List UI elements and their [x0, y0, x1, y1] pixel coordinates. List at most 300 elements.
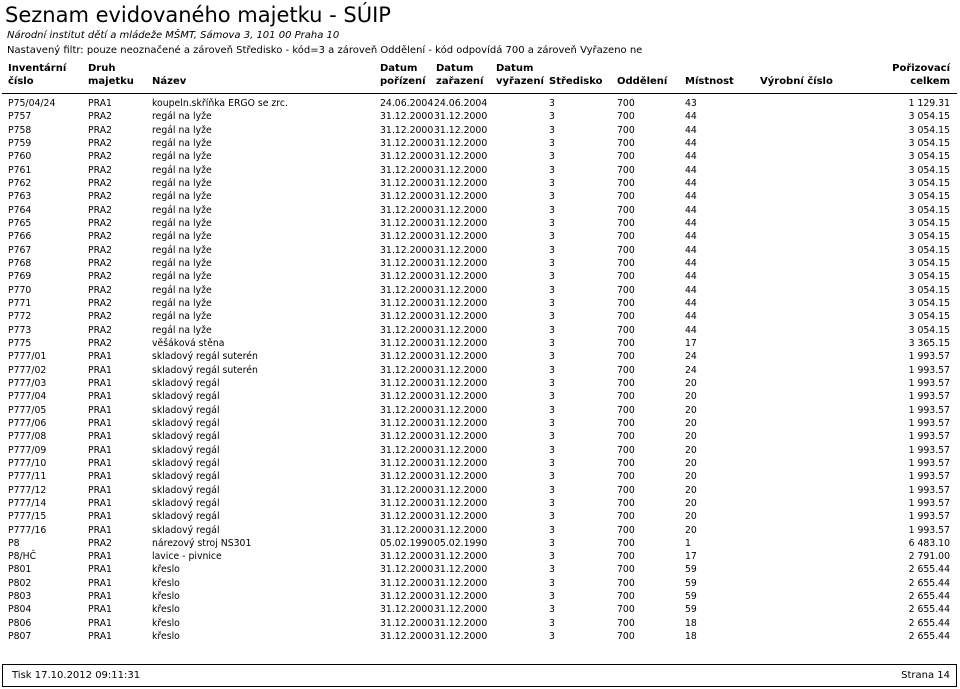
header-majetku: majetku	[88, 76, 134, 87]
cell-inclusion-date: 31.12.2000	[434, 444, 488, 456]
cell-acquisition-price: 3 054.15	[908, 204, 950, 216]
cell-asset-name: skladový regál suterén	[152, 351, 258, 363]
cell-acquisition-date: 31.12.2000	[380, 497, 434, 509]
table-row	[0, 430, 960, 443]
cell-acquisition-price: 3 054.15	[908, 324, 950, 336]
cell-acquisition-date: 31.12.2000	[380, 431, 434, 443]
table-row	[0, 230, 960, 243]
cell-asset-type: PRA2	[88, 217, 112, 229]
cell-acquisition-date: 31.12.2000	[380, 124, 434, 136]
cell-inclusion-date: 31.12.2000	[434, 284, 488, 296]
cell-department: 700	[617, 631, 635, 643]
cell-acquisition-price: 3 054.15	[908, 111, 950, 123]
cell-inclusion-date: 31.12.2000	[434, 404, 488, 416]
cell-acquisition-price: 3 054.15	[908, 217, 950, 229]
cell-asset-name: regál na lyže	[152, 137, 212, 149]
cell-cost-center: 3	[549, 284, 555, 296]
cell-asset-type: PRA2	[88, 137, 112, 149]
cell-cost-center: 3	[549, 98, 555, 109]
cell-cost-center: 3	[549, 124, 555, 136]
cell-asset-type: PRA1	[88, 457, 112, 469]
cell-acquisition-price: 1 993.57	[908, 431, 950, 443]
table-row	[0, 444, 960, 457]
cell-room: 59	[685, 591, 697, 603]
cell-department: 700	[617, 404, 635, 416]
cell-inventory-number: P773	[8, 324, 32, 336]
header-stredisko: Středisko	[549, 76, 603, 87]
cell-acquisition-date: 31.12.2000	[380, 271, 434, 283]
cell-room: 44	[685, 137, 697, 149]
cell-inventory-number: P764	[8, 204, 32, 216]
cell-inclusion-date: 05.02.1990	[434, 537, 488, 549]
cell-inventory-number: P777/08	[8, 431, 47, 443]
cell-asset-type: PRA1	[88, 631, 112, 643]
cell-asset-type: PRA2	[88, 191, 112, 203]
cell-acquisition-price: 3 054.15	[908, 257, 950, 269]
cell-asset-type: PRA2	[88, 231, 112, 243]
cell-asset-type: PRA2	[88, 271, 112, 283]
cell-acquisition-price: 1 993.57	[908, 404, 950, 416]
cell-asset-name: regál na lyže	[152, 231, 212, 243]
cell-acquisition-price: 1 993.57	[908, 497, 950, 509]
cell-inclusion-date: 31.12.2000	[434, 577, 488, 589]
cell-inventory-number: P761	[8, 164, 32, 176]
cell-inventory-number: P777/03	[8, 377, 47, 389]
cell-acquisition-date: 31.12.2000	[380, 284, 434, 296]
table-row	[0, 297, 960, 310]
cell-room: 20	[685, 391, 697, 403]
cell-inventory-number: P766	[8, 231, 32, 243]
cell-acquisition-date: 31.12.2000	[380, 444, 434, 456]
cell-room: 44	[685, 217, 697, 229]
table-row	[0, 284, 960, 297]
cell-room: 18	[685, 631, 697, 643]
cell-room: 20	[685, 497, 697, 509]
cell-department: 700	[617, 391, 635, 403]
cell-cost-center: 3	[549, 204, 555, 216]
table-row	[0, 204, 960, 217]
cell-department: 700	[617, 231, 635, 243]
cell-asset-name: křeslo	[152, 631, 180, 643]
cell-asset-type: PRA1	[88, 404, 112, 416]
cell-asset-type: PRA1	[88, 431, 112, 443]
cell-inventory-number: P777/04	[8, 391, 47, 403]
cell-inventory-number: P8/HČ	[8, 551, 37, 563]
cell-asset-type: PRA2	[88, 124, 112, 136]
table-row	[0, 524, 960, 537]
cell-room: 44	[685, 204, 697, 216]
table-row	[0, 550, 960, 563]
cell-acquisition-date: 31.12.2000	[380, 204, 434, 216]
table-row	[0, 97, 960, 110]
cell-acquisition-date: 31.12.2000	[380, 111, 434, 123]
cell-asset-type: PRA1	[88, 364, 112, 376]
cell-room: 17	[685, 337, 697, 349]
cell-asset-name: regál na lyže	[152, 111, 212, 123]
cell-inventory-number: P777/05	[8, 404, 47, 416]
cell-asset-name: křeslo	[152, 604, 180, 616]
cell-inclusion-date: 31.12.2000	[434, 151, 488, 163]
cell-inventory-number: P777/15	[8, 511, 47, 523]
table-row	[0, 590, 960, 603]
cell-cost-center: 3	[549, 431, 555, 443]
cell-acquisition-date: 31.12.2000	[380, 177, 434, 189]
header-divider	[2, 93, 957, 94]
cell-room: 1	[685, 537, 691, 549]
header-datum-zarazeni-2: zařazení	[436, 76, 484, 87]
cell-room: 59	[685, 577, 697, 589]
cell-cost-center: 3	[549, 631, 555, 643]
cell-asset-name: regál na lyže	[152, 151, 212, 163]
cell-acquisition-date: 31.12.2000	[380, 137, 434, 149]
cell-department: 700	[617, 377, 635, 389]
cell-acquisition-date: 31.12.2000	[380, 417, 434, 429]
cell-inclusion-date: 31.12.2000	[434, 244, 488, 256]
cell-inclusion-date: 31.12.2000	[434, 417, 488, 429]
cell-cost-center: 3	[549, 457, 555, 469]
cell-inventory-number: P777/02	[8, 364, 47, 376]
cell-department: 700	[617, 177, 635, 189]
table-row	[0, 350, 960, 363]
cell-cost-center: 3	[549, 551, 555, 563]
cell-asset-type: PRA1	[88, 417, 112, 429]
cell-room: 59	[685, 564, 697, 576]
cell-inclusion-date: 31.12.2000	[434, 391, 488, 403]
table-row	[0, 537, 960, 550]
table-row	[0, 577, 960, 590]
cell-room: 44	[685, 231, 697, 243]
cell-inclusion-date: 31.12.2000	[434, 351, 488, 363]
cell-cost-center: 3	[549, 137, 555, 149]
cell-department: 700	[617, 604, 635, 616]
cell-asset-name: skladový regál	[152, 377, 220, 389]
cell-acquisition-date: 31.12.2000	[380, 471, 434, 483]
cell-room: 44	[685, 177, 697, 189]
cell-inventory-number: P777/06	[8, 417, 47, 429]
cell-department: 700	[617, 484, 635, 496]
cell-acquisition-date: 31.12.2000	[380, 564, 434, 576]
cell-acquisition-price: 2 655.44	[908, 577, 950, 589]
header-vyrobni-cislo: Výrobní číslo	[760, 76, 833, 87]
cell-inclusion-date: 31.12.2000	[434, 337, 488, 349]
cell-department: 700	[617, 617, 635, 629]
cell-department: 700	[617, 191, 635, 203]
cell-acquisition-date: 31.12.2000	[380, 351, 434, 363]
cell-cost-center: 3	[549, 191, 555, 203]
cell-department: 700	[617, 551, 635, 563]
cell-asset-type: PRA1	[88, 471, 112, 483]
cell-room: 44	[685, 151, 697, 163]
table-row	[0, 110, 960, 123]
cell-department: 700	[617, 497, 635, 509]
cell-room: 20	[685, 404, 697, 416]
cell-asset-type: PRA1	[88, 564, 112, 576]
cell-inclusion-date: 31.12.2000	[434, 271, 488, 283]
cell-department: 700	[617, 564, 635, 576]
cell-department: 700	[617, 511, 635, 523]
cell-acquisition-price: 1 993.57	[908, 511, 950, 523]
cell-department: 700	[617, 537, 635, 549]
cell-acquisition-price: 1 993.57	[908, 471, 950, 483]
cell-inventory-number: P771	[8, 297, 32, 309]
cell-asset-type: PRA1	[88, 524, 112, 536]
header-datum-porizeni-1: Datum	[380, 63, 418, 74]
cell-asset-type: PRA1	[88, 511, 112, 523]
cell-cost-center: 3	[549, 537, 555, 549]
cell-room: 44	[685, 284, 697, 296]
cell-cost-center: 3	[549, 617, 555, 629]
cell-acquisition-price: 1 993.57	[908, 457, 950, 469]
cell-inventory-number: P777/09	[8, 444, 47, 456]
cell-inventory-number: P769	[8, 271, 32, 283]
cell-cost-center: 3	[549, 484, 555, 496]
cell-inventory-number: P807	[8, 631, 32, 643]
table-row	[0, 337, 960, 350]
cell-inventory-number: P762	[8, 177, 32, 189]
cell-asset-name: koupeln.skříňka ERGO se zrc.	[152, 98, 288, 109]
cell-acquisition-price: 1 993.57	[908, 391, 950, 403]
cell-room: 44	[685, 164, 697, 176]
cell-room: 44	[685, 311, 697, 323]
cell-asset-name: regál na lyže	[152, 297, 212, 309]
table-row	[0, 457, 960, 470]
header-datum-porizeni-2: pořízení	[380, 76, 426, 87]
cell-room: 44	[685, 257, 697, 269]
page-number: Strana 14	[901, 670, 950, 681]
table-row	[0, 137, 960, 150]
cell-inclusion-date: 31.12.2000	[434, 217, 488, 229]
table-row	[0, 484, 960, 497]
cell-cost-center: 3	[549, 351, 555, 363]
cell-inclusion-date: 31.12.2000	[434, 364, 488, 376]
cell-cost-center: 3	[549, 591, 555, 603]
cell-cost-center: 3	[549, 257, 555, 269]
cell-acquisition-price: 3 054.15	[908, 151, 950, 163]
cell-department: 700	[617, 111, 635, 123]
cell-cost-center: 3	[549, 111, 555, 123]
cell-acquisition-price: 2 791.00	[908, 551, 950, 563]
page-footer	[2, 664, 957, 687]
table-row	[0, 150, 960, 163]
cell-acquisition-date: 31.12.2000	[380, 631, 434, 643]
cell-asset-name: skladový regál	[152, 484, 220, 496]
cell-cost-center: 3	[549, 177, 555, 189]
cell-asset-type: PRA1	[88, 484, 112, 496]
cell-inclusion-date: 31.12.2000	[434, 311, 488, 323]
cell-acquisition-price: 3 054.15	[908, 311, 950, 323]
cell-acquisition-date: 31.12.2000	[380, 311, 434, 323]
cell-acquisition-date: 31.12.2000	[380, 617, 434, 629]
cell-department: 700	[617, 417, 635, 429]
cell-inventory-number: P759	[8, 137, 32, 149]
cell-asset-type: PRA1	[88, 391, 112, 403]
cell-asset-type: PRA1	[88, 377, 112, 389]
cell-acquisition-price: 2 655.44	[908, 631, 950, 643]
cell-acquisition-price: 1 993.57	[908, 444, 950, 456]
cell-acquisition-price: 2 655.44	[908, 564, 950, 576]
cell-department: 700	[617, 577, 635, 589]
cell-cost-center: 3	[549, 244, 555, 256]
cell-asset-type: PRA2	[88, 311, 112, 323]
cell-inventory-number: P758	[8, 124, 32, 136]
table-row	[0, 603, 960, 616]
cell-inventory-number: P763	[8, 191, 32, 203]
cell-room: 20	[685, 417, 697, 429]
cell-room: 44	[685, 191, 697, 203]
cell-acquisition-price: 3 054.15	[908, 124, 950, 136]
cell-asset-name: regál na lyže	[152, 284, 212, 296]
cell-acquisition-price: 1 993.57	[908, 351, 950, 363]
cell-acquisition-date: 31.12.2000	[380, 551, 434, 563]
table-row	[0, 324, 960, 337]
cell-cost-center: 3	[549, 311, 555, 323]
cell-inventory-number: P777/16	[8, 524, 47, 536]
cell-room: 44	[685, 124, 697, 136]
table-row	[0, 177, 960, 190]
cell-acquisition-price: 3 054.15	[908, 191, 950, 203]
cell-acquisition-price: 3 054.15	[908, 244, 950, 256]
cell-acquisition-date: 24.06.2004	[380, 98, 434, 109]
cell-inventory-number: P757	[8, 111, 32, 123]
cell-acquisition-date: 31.12.2000	[380, 484, 434, 496]
cell-department: 700	[617, 257, 635, 269]
cell-cost-center: 3	[549, 604, 555, 616]
cell-asset-name: regál na lyže	[152, 324, 212, 336]
cell-inclusion-date: 31.12.2000	[434, 511, 488, 523]
cell-asset-name: skladový regál	[152, 457, 220, 469]
header-nazev: Název	[152, 76, 187, 87]
cell-department: 700	[617, 364, 635, 376]
cell-acquisition-price: 2 655.44	[908, 604, 950, 616]
cell-asset-name: regál na lyže	[152, 177, 212, 189]
cell-room: 20	[685, 484, 697, 496]
cell-room: 20	[685, 457, 697, 469]
cell-asset-name: skladový regál	[152, 391, 220, 403]
cell-acquisition-price: 3 054.15	[908, 284, 950, 296]
cell-asset-name: křeslo	[152, 591, 180, 603]
cell-asset-name: regál na lyže	[152, 257, 212, 269]
cell-inventory-number: P767	[8, 244, 32, 256]
cell-inventory-number: P772	[8, 311, 32, 323]
cell-acquisition-price: 1 993.57	[908, 364, 950, 376]
cell-cost-center: 3	[549, 524, 555, 536]
cell-room: 20	[685, 511, 697, 523]
cell-asset-name: skladový regál	[152, 444, 220, 456]
cell-room: 20	[685, 431, 697, 443]
cell-asset-name: regál na lyže	[152, 204, 212, 216]
table-row	[0, 270, 960, 283]
cell-department: 700	[617, 471, 635, 483]
cell-asset-name: regál na lyže	[152, 124, 212, 136]
table-row	[0, 417, 960, 430]
table-row	[0, 617, 960, 630]
header-mistnost: Místnost	[685, 76, 734, 87]
cell-cost-center: 3	[549, 471, 555, 483]
cell-inventory-number: P777/11	[8, 471, 47, 483]
cell-inclusion-date: 31.12.2000	[434, 564, 488, 576]
cell-cost-center: 3	[549, 297, 555, 309]
cell-acquisition-date: 05.02.1990	[380, 537, 434, 549]
cell-asset-name: skladový regál	[152, 417, 220, 429]
cell-room: 44	[685, 111, 697, 123]
cell-asset-type: PRA2	[88, 284, 112, 296]
cell-inclusion-date: 31.12.2000	[434, 324, 488, 336]
cell-acquisition-price: 2 655.44	[908, 591, 950, 603]
cell-room: 17	[685, 551, 697, 563]
table-row	[0, 497, 960, 510]
cell-department: 700	[617, 137, 635, 149]
cell-asset-type: PRA1	[88, 98, 112, 109]
table-row	[0, 364, 960, 377]
cell-acquisition-price: 3 054.15	[908, 231, 950, 243]
cell-acquisition-date: 31.12.2000	[380, 217, 434, 229]
cell-asset-type: PRA2	[88, 177, 112, 189]
cell-cost-center: 3	[549, 231, 555, 243]
cell-asset-type: PRA2	[88, 257, 112, 269]
cell-room: 18	[685, 617, 697, 629]
cell-room: 59	[685, 604, 697, 616]
cell-inventory-number: P777/12	[8, 484, 47, 496]
cell-inventory-number: P770	[8, 284, 32, 296]
cell-acquisition-date: 31.12.2000	[380, 377, 434, 389]
cell-acquisition-date: 31.12.2000	[380, 337, 434, 349]
cell-room: 44	[685, 324, 697, 336]
cell-inventory-number: P802	[8, 577, 32, 589]
cell-inclusion-date: 31.12.2000	[434, 524, 488, 536]
cell-inclusion-date: 31.12.2000	[434, 231, 488, 243]
cell-acquisition-date: 31.12.2000	[380, 164, 434, 176]
cell-asset-type: PRA2	[88, 151, 112, 163]
table-row	[0, 470, 960, 483]
table-row	[0, 563, 960, 576]
cell-asset-type: PRA2	[88, 164, 112, 176]
cell-asset-name: skladový regál	[152, 471, 220, 483]
cell-asset-type: PRA2	[88, 337, 112, 349]
filter-description: Nastavený filtr: pouze neoznačené a zároveň Středisko - kód=3 a zároveň Oddělení - kód odpovídá 700 a zároveň Vyřazeno ne	[7, 45, 643, 56]
cell-inclusion-date: 31.12.2000	[434, 471, 488, 483]
cell-asset-type: PRA1	[88, 617, 112, 629]
table-row	[0, 630, 960, 643]
cell-acquisition-date: 31.12.2000	[380, 231, 434, 243]
header-oddeleni: Oddělení	[617, 76, 668, 87]
asset-table-body	[0, 97, 960, 643]
table-row	[0, 377, 960, 390]
cell-acquisition-price: 3 054.15	[908, 177, 950, 189]
header-datum-zarazeni-1: Datum	[436, 63, 474, 74]
cell-acquisition-date: 31.12.2000	[380, 191, 434, 203]
cell-inventory-number: P777/10	[8, 457, 47, 469]
cell-asset-name: regál na lyže	[152, 311, 212, 323]
cell-cost-center: 3	[549, 364, 555, 376]
cell-asset-type: PRA1	[88, 591, 112, 603]
cell-asset-type: PRA1	[88, 577, 112, 589]
cell-department: 700	[617, 284, 635, 296]
cell-department: 700	[617, 351, 635, 363]
cell-asset-name: skladový regál	[152, 404, 220, 416]
cell-asset-name: skladový regál	[152, 524, 220, 536]
cell-department: 700	[617, 271, 635, 283]
cell-acquisition-date: 31.12.2000	[380, 324, 434, 336]
cell-inclusion-date: 31.12.2000	[434, 457, 488, 469]
table-row	[0, 404, 960, 417]
cell-room: 20	[685, 444, 697, 456]
cell-inclusion-date: 31.12.2000	[434, 204, 488, 216]
cell-asset-type: PRA1	[88, 444, 112, 456]
cell-acquisition-date: 31.12.2000	[380, 604, 434, 616]
cell-asset-type: PRA1	[88, 604, 112, 616]
cell-acquisition-date: 31.12.2000	[380, 151, 434, 163]
cell-inventory-number: P775	[8, 337, 32, 349]
